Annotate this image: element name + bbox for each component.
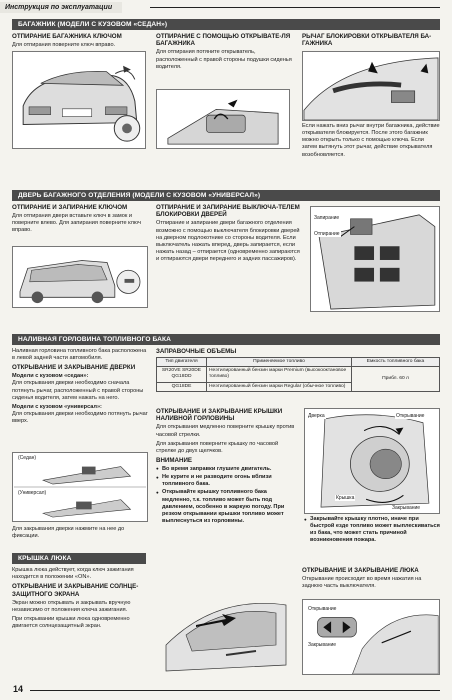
list-item: ● Во время заправки глушите двигатель. [156,466,296,473]
door-armrest-illustration [311,207,439,311]
sunshade-illustration [156,555,294,675]
column-sunroof [302,567,440,592]
subtitle: ОТКРЫВАНИЕ И ЗАКРЫВАНИЕ ДВЕРКИ [12,364,136,372]
subtitle: ОТКРЫВАНИЕ И ЗАКРЫВАНИЕ ЛЮКА [302,567,419,574]
warning-list [156,466,296,525]
section-title: КРЫШКА ЛЮКА [18,555,72,562]
figure-label-open: Открывание [396,413,425,419]
page-number: 14 [13,684,24,694]
warning-list [304,516,440,545]
seat-lever-illustration [157,90,289,148]
figure-trunk-lever [302,51,440,121]
subtitle: ОТКРЫВАНИЕ И ЗАКРЫВАНИЕ КРЫШКИ НАЛИВНОЙ ГОРЛОВИНЫ [156,408,283,423]
subtitle: ОТПИРАНИЕ И ЗАПИРАНИЕ КЛЮЧОМ [12,204,128,211]
subtitle: ОТПИРАНИЕ И ЗАПИРАНИЕ ВЫКЛЮЧА-ТЕЛЕМ БЛОКИРОВКИ ДВЕРЕЙ [156,204,300,219]
attention-title: ВНИМАНИЕ [156,457,193,464]
column-lock-lever-text [302,123,440,161]
table-cell: QG18DE [157,382,207,391]
section-bar [12,19,440,30]
list-item: ● Открывайте крышку топливного бака медленно, т.к. топливо может быть под давлением, особенно в жаркую погоду. При резком открывании крышки топливо может выплеснуться из горловины. [156,489,296,525]
column-lock-switch [156,204,302,265]
figure-label-close: Закрывание [392,505,421,511]
body-text: Отпирание и запирание двери багажного отделения возможно с помощью выключателя блокировки дверей на дверном подлокотнике со стороны водителя. Если выключатель нажать вперед, дверь запирается, если нажать назад – отпирается (одновременно запираются и отпираются двери переднего и задних пассажиров). [156,220,300,263]
column-key-open [12,33,150,51]
figure-fuel-lever [12,452,148,522]
fuel-lever-illustration [13,453,147,521]
header-title: Инструкция по эксплуатации [0,2,122,13]
fuel-cap-illustration [305,409,439,513]
figure-trunk-key [12,51,146,149]
car-rear-illustration [13,52,145,148]
column-cap-warning [304,516,440,546]
table-cell: Неэтилированный бензин марки Regular (обычное топливо) [207,382,352,391]
footer-rule [30,690,440,691]
subtitle: ОТКРЫВАНИЕ И ЗАКРЫВАНИЕ СОЛНЦЕ-ЗАЩИТНОГО ЭКРАНА [12,583,139,598]
column-fuel-door [12,348,150,427]
column-lock-lever [302,33,440,49]
body-text: Для отпирания потяните открыватель, расположенный с правой стороны подушки сиденья водителя. [156,49,292,70]
figure-label-close: Закрывание [308,642,337,648]
figure-label-open: Открывание [308,606,337,612]
section-fuel-filler [12,334,440,546]
wagon-illustration [13,247,147,307]
model-wagon-title: Модели с кузовом «универсал»: [12,403,102,410]
section-trunk-sedan [12,19,440,179]
table-row [157,367,440,383]
body-text: Если нажать вниз рычаг внутри багажника, действие открывателя блокируется. После этого багажник можно открыть только с помощью ключа. Если затем вытянуть этот рычаг, действие открывателя возобновляется. [302,123,440,158]
figure-wagon-key [12,246,148,308]
list-item: ● Не курите и не разводите огонь вблизи топливного бака. [156,474,296,488]
figure-label-door: Дверка [308,413,325,419]
body-text: При открывании крышки люка одновременно двигается солнцезащитный экран. [12,616,130,630]
subtitle: ОТПИРАНИЕ БАГАЖНИКА КЛЮЧОМ [12,33,122,40]
list-item: ● Закрывайте крышку плотно, иначе при быстрой езде топливо может выплескиваться из бака, что может стать причиной возникновения пожара. [304,516,440,545]
lever-illustration [303,52,439,120]
figure-fuel-cap [304,408,440,514]
column-opener [156,33,294,73]
column-fuel-close [12,526,150,542]
running-header [0,0,452,14]
figure-label-wagon: (Универсал) [18,490,47,496]
refuel-table [156,357,440,392]
table-header-row [157,357,440,366]
figure-seat-opener [156,89,290,149]
subtitle: РЫЧАГ БЛОКИРОВКИ ОТКРЫВАТЕЛЯ БА-ГАЖНИКА [302,33,432,48]
column-key-lock [12,204,150,236]
section-bar [12,334,440,345]
section-title: НАЛИВНАЯ ГОРЛОВИНА ТОПЛИВНОГО БАКА [18,336,171,343]
model-sedan-title: Модели с кузовом «седан»: [12,373,89,380]
body-text: Для открывания медленно поверните крышку против часовой стрелки. [156,424,295,438]
refuel-capacity [156,348,440,392]
figure-lock-switch [310,206,440,312]
figure-sunroof-switch [302,599,440,675]
figure-sunshade [156,555,294,675]
header-rule [150,7,440,8]
column-fuel-cap [156,408,296,526]
column-header: Тип двигателя [157,357,207,366]
column-sunshade [12,567,150,632]
table-cell: Неэтилированный бензин марки Premium (высокооктановое топливо) [207,367,352,383]
section-bar [12,190,440,201]
section-bar [12,553,146,564]
section-sunroof [12,553,440,681]
body-text: Наливная горловина топливного бака расположена в левой задней части автомобиля. [12,348,147,362]
subtitle: ОТПИРАНИЕ С ПОМОЩЬЮ ОТКРЫВАТЕ-ЛЯ БАГАЖНИКА [156,33,291,48]
body-text: Для отпирания двери вставьте ключ в замок и поверните влево. Для запирания поверните ключ вправо. [12,212,141,234]
column-header: Применяемое топливо [207,357,352,366]
body-text: Для отпирания поверните ключ вправо. [12,41,116,48]
body-text: Открывание происходит во время нажатия на заднюю часть выключателя. [302,575,422,590]
table-cell: Прибл. 60 л [352,367,440,392]
figure-label-cap: Крышка [336,495,355,501]
body-text: Экран можно открывать и закрывать вручную независимо от положения ключа зажигания. [12,599,131,613]
body-text: Для закрывания дверки нажмите на нее до фиксации. [12,526,125,540]
body-text: Крышка люка действует, когда ключ зажигания находится в положении «ON». [12,567,134,581]
figure-label-sedan: (Седан) [18,455,37,461]
body-text: Для закрывания поверните крышку по часовой стрелке до двух щелчков. [156,440,279,454]
section-title: ДВЕРЬ БАГАЖНОГО ОТДЕЛЕНИЯ (МОДЕЛИ С КУЗОВОМ «УНИВЕРСАЛ») [18,192,261,199]
body-text: Для открывания дверки необходимо сначала потянуть рычаг, расположенный с правой стороны сиденья водителя, затем нажать на него. [12,380,144,401]
section-title: БАГАЖНИК (МОДЕЛИ С КУЗОВОМ «СЕДАН») [18,21,168,28]
column-header: Емкость топливного бака [352,357,440,366]
body-text: Для открывания дверки необходимо потянуть рычаг вверх. [12,411,148,425]
table-cell: SR20VE SR20DE QG18DD [157,367,207,383]
section-tailgate-wagon [12,190,440,332]
subtitle: ЗАПРАВОЧНЫЕ ОБЪЕМЫ [156,348,237,355]
figure-label-unlock: Отпирание [314,231,340,237]
figure-label-lock: Запирание [314,215,340,221]
